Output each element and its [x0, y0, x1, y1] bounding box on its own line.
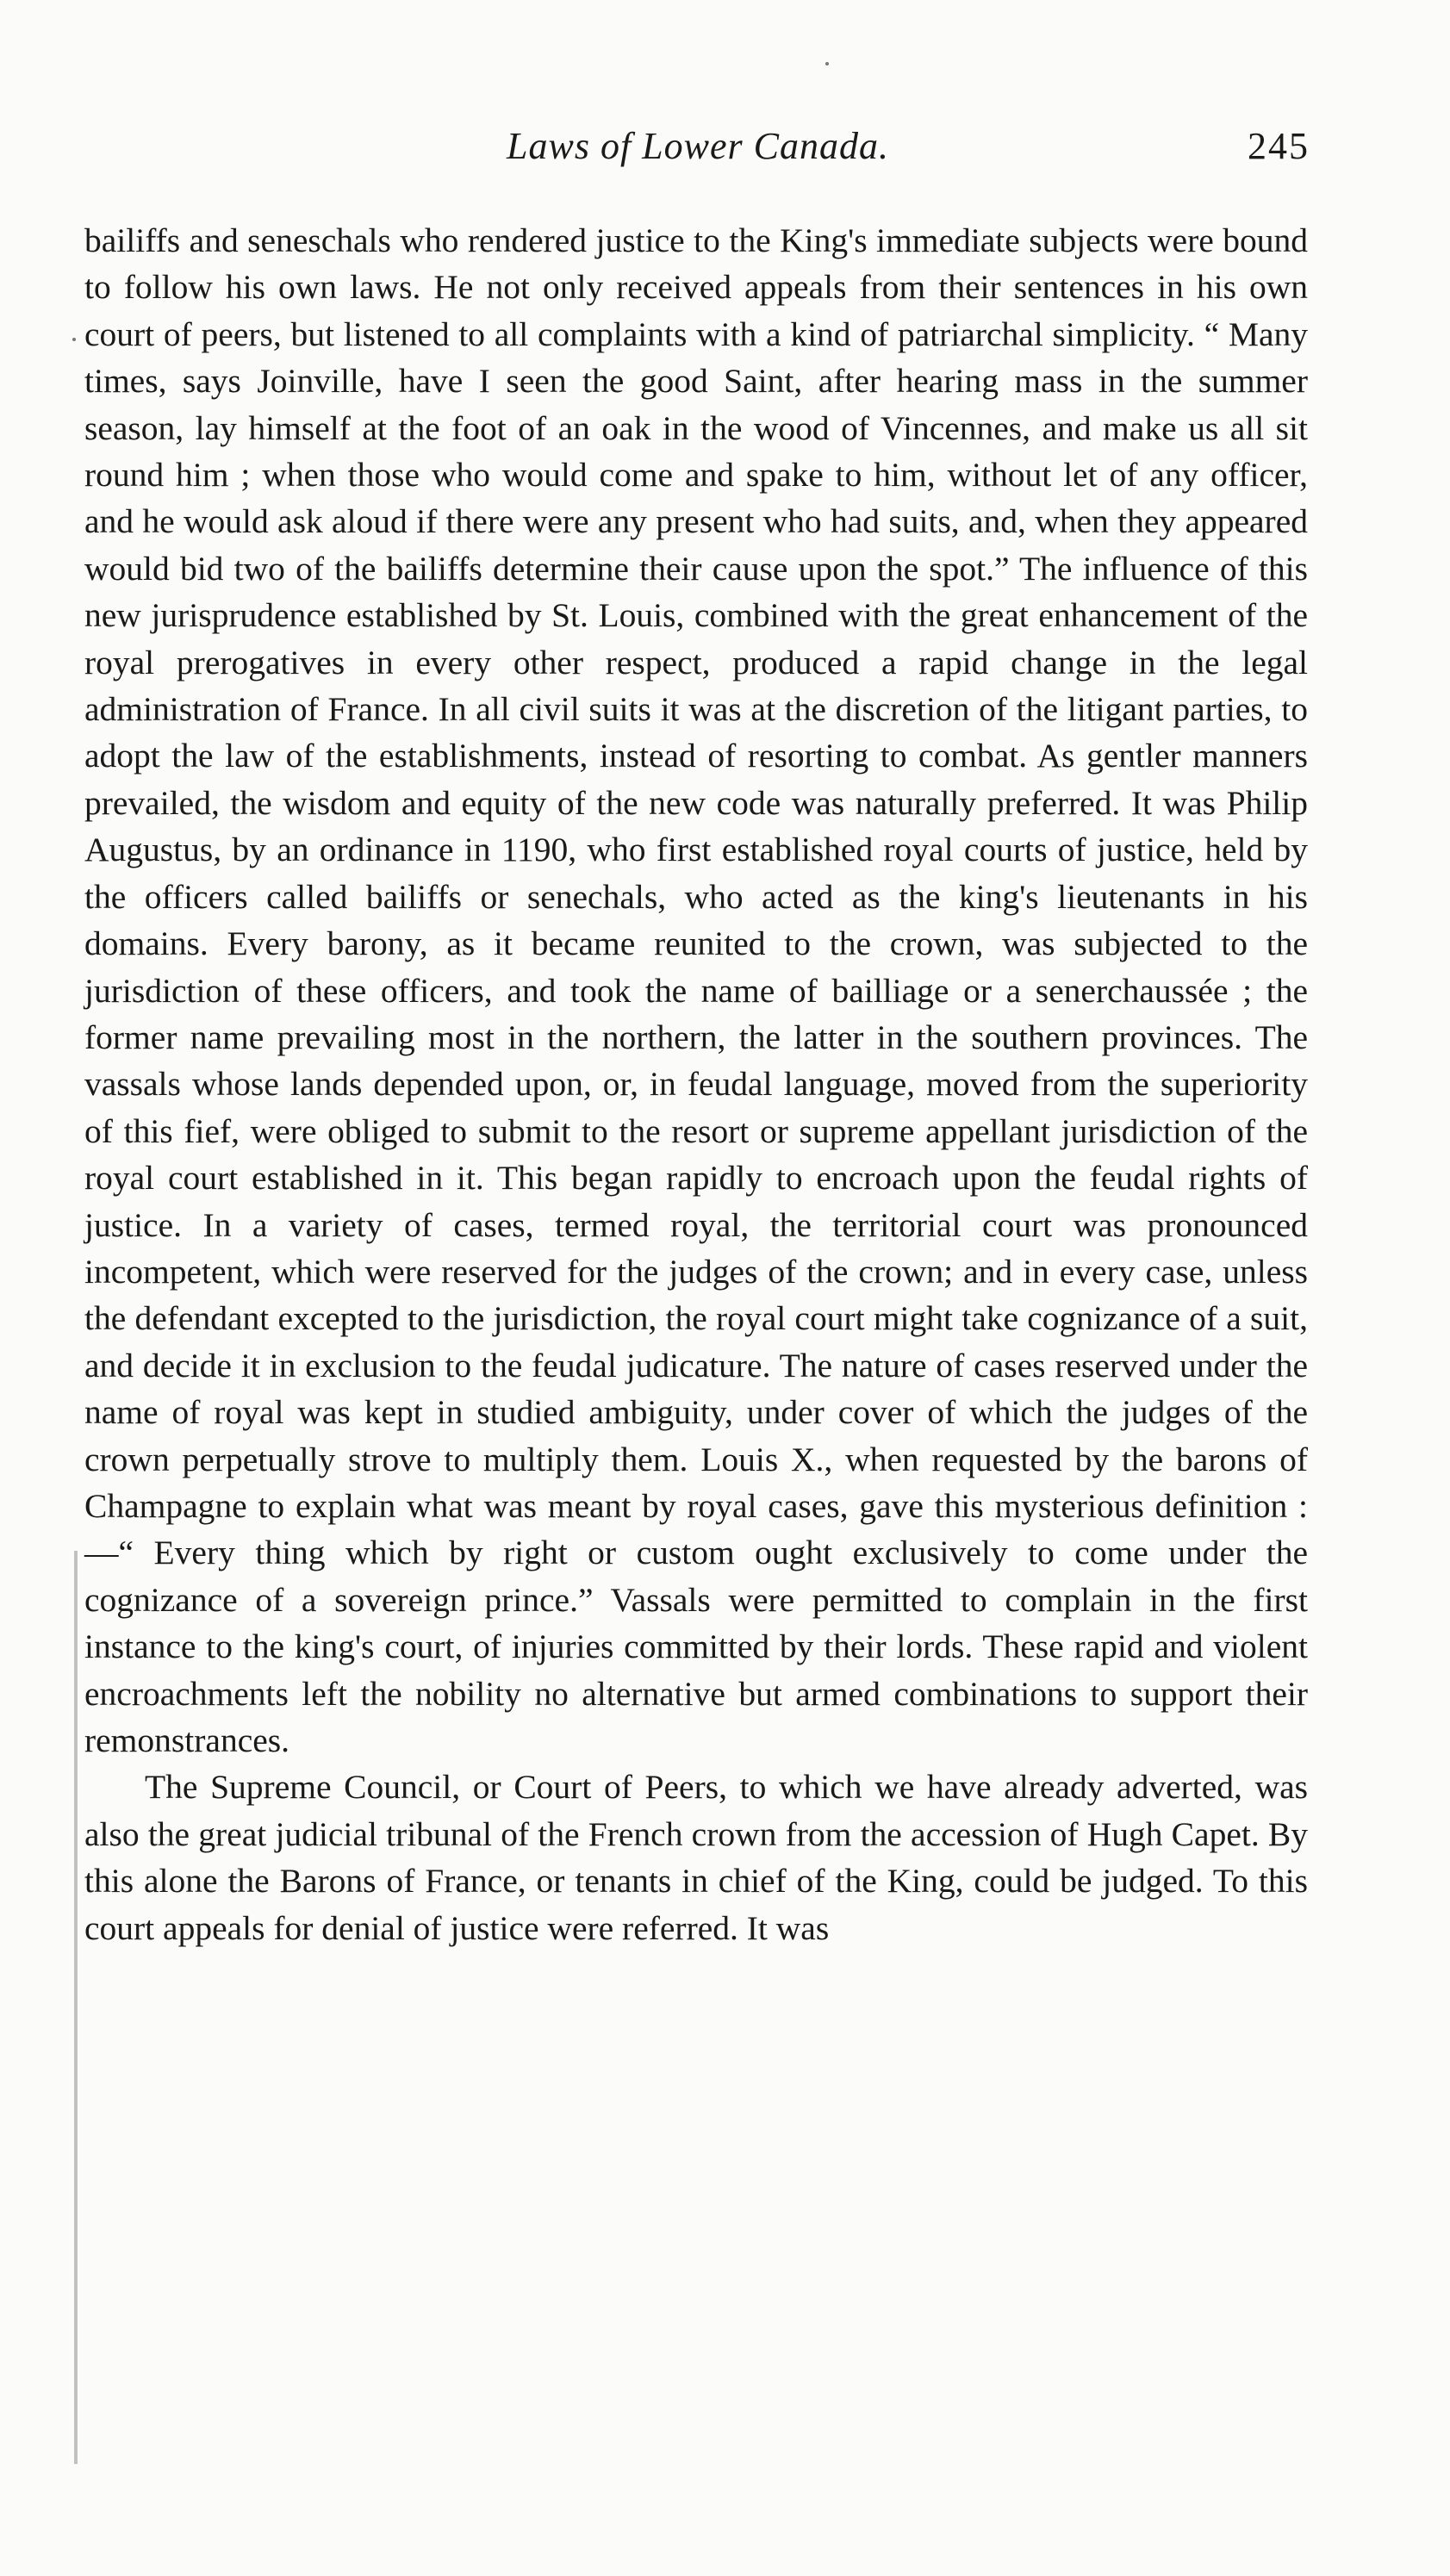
paragraph-1: bailiffs and seneschals who rendered justice to the King's immediate subjects were bound to follow his own laws. He not only received appeals from their sentences in his own court of peers, but listened to all complaints with a kind of patriarchal simplicity. “ Many times, says Joinville, have I seen the good Saint, after hearing mass in the summer season, lay himself at the foot of an oak in the wood of Vincennes, and make us all sit round him ; when those who would come and spake to him, without let of any officer, and he would ask aloud if there were any present who had suits, and, when they appeared would bid two of the bailiffs determine their cause upon the spot.” The influence of this new jurisprudence established by St. Louis, combined with the great enhancement of the royal prerogatives in every other respect, produced a rapid change in the legal administration of France. In all civil suits it was at the discretion of the litigant parties, to adopt the law of the establishments, instead of resorting to combat. As gentler manners prevailed, the wisdom and equity of the new code was naturally preferred. It was Philip Augustus, by an ordinance in 1190, who first established royal courts of justice, held by the officers called bailiffs or senechals, who acted as the king's lieutenants in his domains. Every barony, as it became reunited to the crown, was subjected to the jurisdiction of these officers, and took the name of bailliage or a senerchaussée ; the former name prevailing most in the northern, the latter in the southern provinces. The vassals whose lands depended upon, or, in feudal language, moved from the superiority of this fief, were obliged to submit to the resort or supreme appellant jurisdiction of the royal court established in it. This began rapidly to encroach upon the feudal rights of justice. In a variety of cases, termed royal, the territorial court was pronounced incompetent, which were reserved for the judges of the crown; and in every case, unless the defendant excepted to the jurisdiction, the royal court might take cognizance of a suit, and decide it in exclusion to the feudal judicature. The nature of cases reserved under the name of royal was kept in studied ambiguity, under cover of which the judges of the crown perpetually strove to multiply them. Louis X., when requested by the barons of Champagne to explain what was meant by royal cases, gave this mysterious definition :—“ Every thing which by right or custom ought exclusively to come under the cognizance of a sovereign prince.” Vassals were permitted to complain in the first instance to the king's court, of injuries committed by their lords. These rapid and violent encroachments left the nobility no alternative but armed combinations to support their remonstrances.	[84, 221, 1308, 1759]
print-speck	[72, 338, 76, 341]
running-head	[86, 121, 1310, 172]
body-text	[84, 217, 1308, 1951]
running-title: Laws of Lower Canada.	[507, 125, 889, 167]
paragraph-2: The Supreme Council, or Court of Peers, to which we have already adverted, was also the great judicial tribunal of the French crown from the accession of Hugh Capet. By this alone the Barons of France, or tenants in chief of the King, could be judged. To this court appeals for denial of justice were referred. It was	[84, 1768, 1308, 1947]
gutter-shadow	[74, 1551, 78, 2464]
page-number: 245	[1248, 125, 1310, 167]
print-speck	[825, 62, 829, 65]
